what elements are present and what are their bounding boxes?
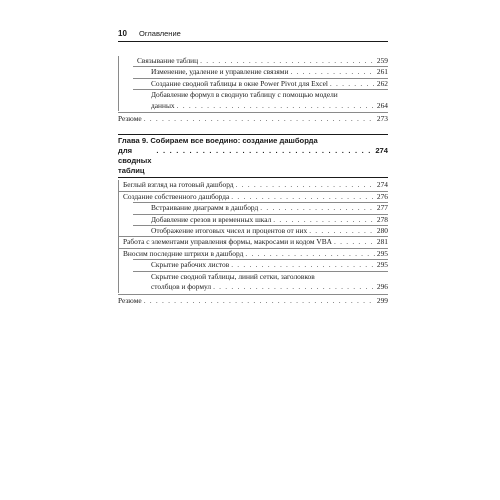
- toc-entry-title: Резюме: [118, 295, 142, 305]
- leader-dots: [177, 101, 375, 111]
- leader-dots: [236, 180, 375, 190]
- toc-entry-page: 277: [376, 203, 388, 213]
- toc-entry-title: Скрытие рабочих листов: [151, 260, 230, 270]
- toc-entry-page: 278: [376, 214, 388, 224]
- table-of-contents: [118, 56, 388, 306]
- leader-dots: [213, 282, 375, 292]
- toc-entry-title-line2: столбцов и формул: [151, 282, 212, 292]
- leader-dots: [231, 260, 375, 270]
- toc-entry-page: 264: [376, 100, 388, 110]
- toc-entry-page: 276: [376, 191, 388, 201]
- chapter-title-line2: для сводных таблиц: [118, 146, 152, 176]
- running-header: [118, 27, 388, 41]
- header-rule: [118, 41, 388, 42]
- toc-subentry: [133, 225, 388, 236]
- page-number: 10: [118, 29, 127, 38]
- toc-entry-page: 262: [376, 78, 388, 88]
- toc-entry: [133, 78, 388, 89]
- toc-entry-page: 296: [376, 282, 388, 292]
- toc-entry-title: Беглый взгляд на готовый дашборд: [123, 180, 234, 190]
- toc-entry-title: Создание сводной таблицы в окне Power Pivot для Excel: [151, 78, 328, 88]
- toc-summary: [118, 294, 388, 306]
- toc-subentry: [133, 214, 388, 225]
- chapter-sections-group: [118, 180, 388, 292]
- chapter-page: 274: [375, 146, 388, 156]
- toc-summary: [118, 112, 388, 124]
- header-title: Оглавление: [139, 29, 181, 38]
- leader-dots: [156, 146, 373, 156]
- leader-dots: [260, 203, 375, 213]
- toc-subentry: [133, 271, 388, 293]
- toc-entry-title: Связывание таблиц: [137, 56, 199, 65]
- leader-dots: [330, 79, 375, 89]
- toc-entry-title: Добавление срезов и временных шкал: [151, 214, 272, 224]
- leader-dots: [334, 237, 375, 247]
- toc-entry-title-line2: данных: [151, 100, 175, 110]
- toc-entry: [119, 180, 388, 190]
- leader-dots: [231, 192, 375, 202]
- leader-dots: [309, 226, 375, 236]
- leader-dots: [273, 215, 375, 225]
- leader-dots: [200, 56, 375, 66]
- pre-entries-group: [118, 56, 388, 111]
- toc-entry-title-line1: Добавление формул в сводную таблицу с помощью модели: [151, 90, 338, 100]
- toc-entry: [119, 191, 388, 202]
- leader-dots: [144, 114, 375, 124]
- toc-entry-title: Работа с элементами управления формы, макросами и кодом VBA: [123, 237, 333, 247]
- toc-entry-page: 273: [376, 114, 388, 124]
- toc-entry: [119, 236, 388, 247]
- leader-dots: [290, 67, 374, 77]
- toc-subentry: [133, 259, 388, 270]
- toc-entry-page: 259: [376, 56, 388, 65]
- toc-entry-page: 280: [376, 226, 388, 236]
- toc-entry-title: Создание собственного дашборда: [123, 191, 230, 201]
- chapter-heading: [118, 134, 388, 178]
- toc-entry-page: 274: [376, 180, 388, 190]
- toc-entry: [119, 56, 388, 66]
- chapter-title-line1: Глава 9. Собираем все воедино: создание дашборда: [118, 136, 318, 146]
- leader-dots: [245, 249, 375, 259]
- toc-entry: [133, 89, 388, 111]
- toc-subentry: [133, 202, 388, 213]
- toc-entry-title: Изменение, удаление и управление связями: [151, 67, 289, 77]
- toc-entry-title: Встраивание диаграмм в дашборд: [151, 203, 259, 213]
- spacer: [118, 124, 388, 134]
- toc-entry-page: 295: [376, 248, 388, 258]
- toc-entry-page: 281: [376, 237, 388, 247]
- toc-entry-page: 261: [376, 67, 388, 77]
- toc-entry: [119, 248, 388, 259]
- leader-dots: [144, 296, 375, 306]
- toc-entry-title: Отображение итоговых чисел и процентов от них: [151, 226, 308, 236]
- toc-entry-title: Вносим последние штрихи в дашборд: [123, 248, 244, 258]
- toc-entry: [133, 66, 388, 77]
- toc-entry-title: Резюме: [118, 114, 142, 124]
- toc-entry-page: 299: [376, 295, 388, 305]
- toc-entry-title-line1: Скрытие сводной таблицы, линий сетки, заголовков: [151, 271, 315, 281]
- toc-entry-page: 295: [376, 260, 388, 270]
